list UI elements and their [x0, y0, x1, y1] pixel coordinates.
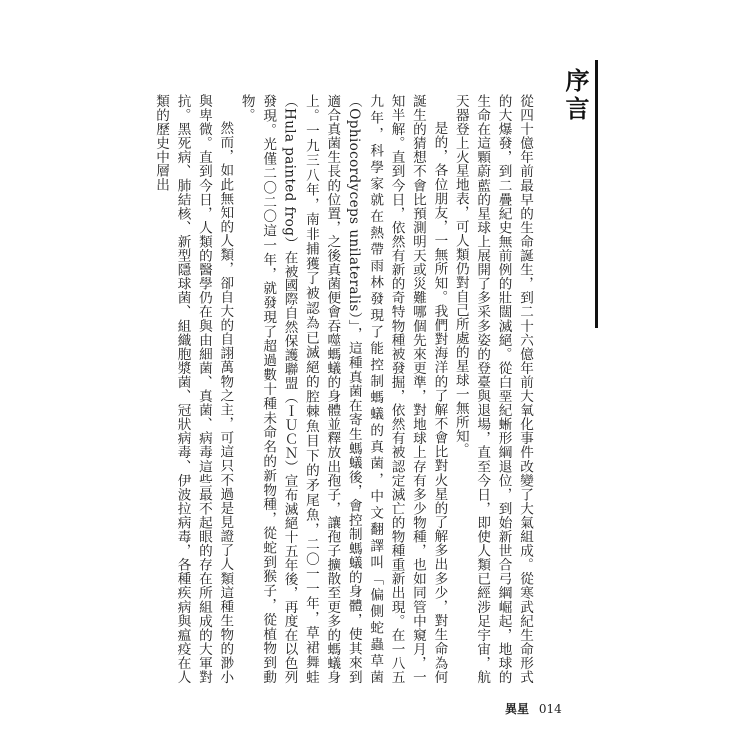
- paragraph-1: 從四十億年前最早的生命誕生，到二十六億年前大氧化事件改變了大氣組成。從寒武紀生命形式的大爆發，到二疊紀史無前例的壯闊滅絕。從白堊紀蜥形綱退位，到始新世合弓綱崛起，地球的生命在這顆蔚藍的星球上展開了多采多姿的登臺與退場，直至今日，即使人類已經涉足宇宙，航天器登上火星地表，可人類仍對自己所處的星球一無所知。: [452, 94, 533, 684]
- paragraph-2: 是的，各位朋友，一無所知。我們對海洋的了解不會比對火星的了解多出多少，對生命為何誕生的猜想不會比預測明天或災難哪個先來更準，對地球上存有多少物種，也如同管中窺月，一知半解。直到今日，依然有新的奇特物種被發掘，依然有被認定滅亡的物種重新出現。在一八五九年，科學家就在熱帶雨林發現了能控制螞蟻的真菌，中文翻譯叫「偏側蛇蟲草菌（Ophiocordyceps unilateralis）」，這種真菌在寄生螞蟻後，會控制螞蟻的身體，使其來到適合真菌生長的位置，之後真菌便會吞噬螞蟻的身體並釋放出孢子，讓孢子擴散至更多的螞蟻身上。一九三八年，南非捕獲了被認為已滅絕的腔棘魚目下的矛尾魚，二〇一一年，草裙舞蛙（Hula painted frog）在被國際自然保護聯盟（ＩＵＣＮ）宣布滅絕十五年後，再度在以色列發現。光僅二〇二〇這一年，就發現了超過數十種未命名的新物種，從蛇到猴子，從植物到動物。: [238, 94, 448, 684]
- paragraph-3: 然而，如此無知的人類，卻自大的自詡萬物之主，可這只不過是見證了人類這種生物的渺小與卑微。直到今日，人類的醫學仍在與由細菌、真菌、病毒這些最不起眼的存在所組成的大軍對抗。黑死病、肺結核、新型隱球菌、組織胞漿菌、冠狀病毒、伊波拉病毒，各種疾病與瘟疫在人類的歷史中層出: [153, 94, 234, 684]
- footer-book-title: 異星: [505, 702, 530, 716]
- chapter-title-block: [558, 68, 592, 148]
- title-divider-rule: [595, 60, 598, 328]
- chapter-title: 序言: [561, 68, 590, 124]
- page-footer: [505, 700, 562, 717]
- footer-page-number: 014: [538, 702, 562, 716]
- body-text: [153, 94, 535, 684]
